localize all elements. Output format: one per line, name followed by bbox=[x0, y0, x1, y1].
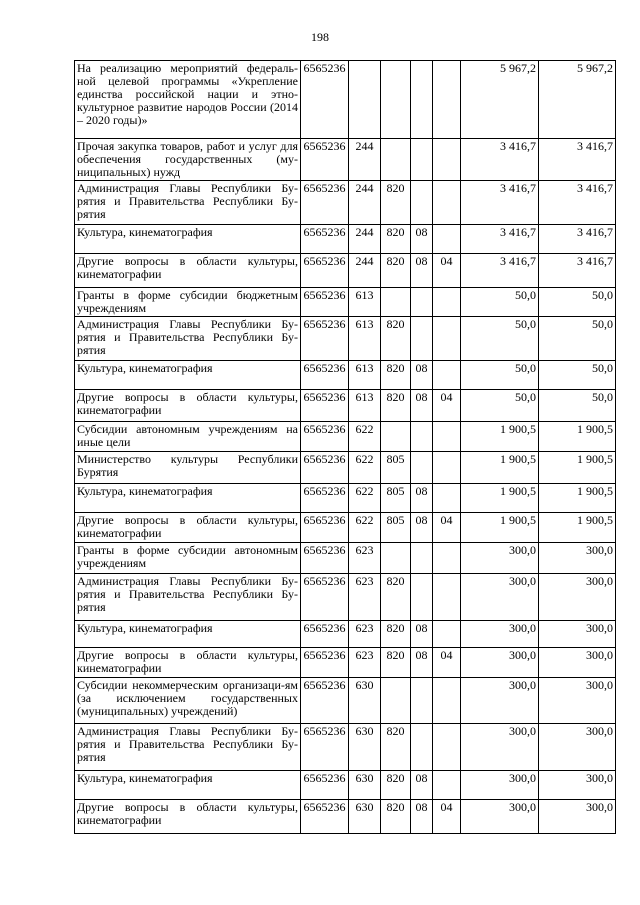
table-row bbox=[75, 724, 616, 771]
row-amount-1-cell: 50,0 bbox=[461, 317, 539, 361]
row-ministry-cell: 820 bbox=[381, 800, 411, 834]
row-ministry-cell bbox=[381, 543, 411, 574]
row-amount-1-cell: 300,0 bbox=[461, 621, 539, 648]
row-section-cell: 08 bbox=[411, 390, 433, 422]
row-amount-2-cell: 300,0 bbox=[539, 621, 616, 648]
row-section-cell bbox=[411, 317, 433, 361]
row-section-cell: 08 bbox=[411, 771, 433, 800]
row-section-cell: 08 bbox=[411, 484, 433, 513]
row-amount-2-cell: 50,0 bbox=[539, 361, 616, 390]
table-row bbox=[75, 61, 616, 139]
row-expense-type-cell: 630 bbox=[349, 800, 381, 834]
table-row bbox=[75, 484, 616, 513]
row-amount-2-cell: 50,0 bbox=[539, 390, 616, 422]
row-name-cell: На реализацию мероприятий федераль-ной целевой программы «Укрепление единства российской нации и этно-культурное развитие народов России (2014 – 2020 годы)» bbox=[75, 61, 301, 139]
row-ministry-cell bbox=[381, 678, 411, 724]
row-code-cell: 6565236 bbox=[301, 648, 349, 678]
row-subsection-cell bbox=[433, 422, 461, 452]
row-expense-type-cell: 244 bbox=[349, 254, 381, 288]
row-expense-type-cell: 622 bbox=[349, 484, 381, 513]
row-expense-type-cell: 613 bbox=[349, 390, 381, 422]
row-amount-1-cell: 300,0 bbox=[461, 574, 539, 621]
budget-table-body bbox=[75, 61, 616, 834]
row-amount-2-cell: 300,0 bbox=[539, 678, 616, 724]
row-section-cell bbox=[411, 288, 433, 317]
row-expense-type-cell: 630 bbox=[349, 724, 381, 771]
row-ministry-cell: 820 bbox=[381, 254, 411, 288]
row-amount-1-cell: 1 900,5 bbox=[461, 422, 539, 452]
row-code-cell: 6565236 bbox=[301, 288, 349, 317]
row-subsection-cell bbox=[433, 139, 461, 181]
row-expense-type-cell bbox=[349, 61, 381, 139]
row-name-cell: Культура, кинематография bbox=[75, 484, 301, 513]
row-name-cell: Министерство культуры Республики Бурятия bbox=[75, 452, 301, 484]
row-name-cell: Другие вопросы в области культуры, кинематографии bbox=[75, 648, 301, 678]
row-name-cell: Гранты в форме субсидии автономным учреждениям bbox=[75, 543, 301, 574]
row-name-cell: Другие вопросы в области культуры, кинематографии bbox=[75, 800, 301, 834]
row-subsection-cell bbox=[433, 574, 461, 621]
row-subsection-cell bbox=[433, 225, 461, 254]
row-subsection-cell: 04 bbox=[433, 390, 461, 422]
row-section-cell bbox=[411, 61, 433, 139]
row-ministry-cell bbox=[381, 61, 411, 139]
row-amount-1-cell: 300,0 bbox=[461, 800, 539, 834]
row-amount-2-cell: 1 900,5 bbox=[539, 422, 616, 452]
row-subsection-cell bbox=[433, 724, 461, 771]
row-section-cell bbox=[411, 422, 433, 452]
row-expense-type-cell: 630 bbox=[349, 771, 381, 800]
row-section-cell: 08 bbox=[411, 361, 433, 390]
row-name-cell: Прочая закупка товаров, работ и услуг для обеспечения государственных (му-ниципальных) нужд bbox=[75, 139, 301, 181]
page-number: 198 bbox=[311, 30, 329, 44]
row-name-cell: Другие вопросы в области культуры, кинематографии bbox=[75, 513, 301, 543]
row-amount-2-cell: 5 967,2 bbox=[539, 61, 616, 139]
row-amount-2-cell: 300,0 bbox=[539, 724, 616, 771]
row-name-cell: Субсидии автономным учреждениям на иные цели bbox=[75, 422, 301, 452]
row-subsection-cell: 04 bbox=[433, 513, 461, 543]
row-expense-type-cell: 623 bbox=[349, 621, 381, 648]
table-row bbox=[75, 574, 616, 621]
row-ministry-cell: 805 bbox=[381, 452, 411, 484]
row-amount-2-cell: 3 416,7 bbox=[539, 225, 616, 254]
row-section-cell: 08 bbox=[411, 621, 433, 648]
row-subsection-cell bbox=[433, 543, 461, 574]
row-amount-2-cell: 3 416,7 bbox=[539, 139, 616, 181]
row-code-cell: 6565236 bbox=[301, 724, 349, 771]
row-ministry-cell: 820 bbox=[381, 225, 411, 254]
row-code-cell: 6565236 bbox=[301, 543, 349, 574]
row-code-cell: 6565236 bbox=[301, 317, 349, 361]
row-code-cell: 6565236 bbox=[301, 139, 349, 181]
row-code-cell: 6565236 bbox=[301, 254, 349, 288]
row-amount-1-cell: 300,0 bbox=[461, 543, 539, 574]
row-amount-1-cell: 1 900,5 bbox=[461, 513, 539, 543]
row-code-cell: 6565236 bbox=[301, 422, 349, 452]
row-code-cell: 6565236 bbox=[301, 181, 349, 225]
row-expense-type-cell: 623 bbox=[349, 574, 381, 621]
row-name-cell: Субсидии некоммерческим организаци-ям (за исключением государственных (муниципальных) учреждений) bbox=[75, 678, 301, 724]
row-expense-type-cell: 623 bbox=[349, 648, 381, 678]
row-subsection-cell bbox=[433, 771, 461, 800]
table-row bbox=[75, 254, 616, 288]
row-amount-2-cell: 50,0 bbox=[539, 317, 616, 361]
row-amount-1-cell: 300,0 bbox=[461, 678, 539, 724]
row-section-cell: 08 bbox=[411, 800, 433, 834]
row-name-cell: Культура, кинематография bbox=[75, 361, 301, 390]
row-name-cell: Администрация Главы Республики Бу-рятия и Правительства Республики Бу-рятия bbox=[75, 181, 301, 225]
table-row bbox=[75, 317, 616, 361]
row-ministry-cell bbox=[381, 139, 411, 181]
table-row bbox=[75, 288, 616, 317]
row-section-cell bbox=[411, 139, 433, 181]
row-subsection-cell: 04 bbox=[433, 800, 461, 834]
row-amount-2-cell: 50,0 bbox=[539, 288, 616, 317]
row-amount-2-cell: 1 900,5 bbox=[539, 452, 616, 484]
row-amount-2-cell: 1 900,5 bbox=[539, 513, 616, 543]
row-name-cell: Культура, кинематография bbox=[75, 225, 301, 254]
row-expense-type-cell: 244 bbox=[349, 225, 381, 254]
row-code-cell: 6565236 bbox=[301, 484, 349, 513]
row-amount-2-cell: 1 900,5 bbox=[539, 484, 616, 513]
row-amount-1-cell: 50,0 bbox=[461, 390, 539, 422]
row-amount-2-cell: 300,0 bbox=[539, 771, 616, 800]
row-subsection-cell bbox=[433, 621, 461, 648]
table-row bbox=[75, 771, 616, 800]
row-name-cell: Другие вопросы в области культуры, кинематографии bbox=[75, 390, 301, 422]
row-section-cell: 08 bbox=[411, 254, 433, 288]
row-name-cell: Другие вопросы в области культуры, кинематографии bbox=[75, 254, 301, 288]
row-code-cell: 6565236 bbox=[301, 225, 349, 254]
row-subsection-cell bbox=[433, 452, 461, 484]
row-amount-1-cell: 3 416,7 bbox=[461, 225, 539, 254]
row-amount-1-cell: 1 900,5 bbox=[461, 484, 539, 513]
row-subsection-cell: 04 bbox=[433, 254, 461, 288]
row-amount-1-cell: 5 967,2 bbox=[461, 61, 539, 139]
row-expense-type-cell: 623 bbox=[349, 543, 381, 574]
row-name-cell: Администрация Главы Республики Бу-рятия и Правительства Республики Бу-рятия bbox=[75, 724, 301, 771]
table-row bbox=[75, 800, 616, 834]
row-ministry-cell: 805 bbox=[381, 484, 411, 513]
row-ministry-cell: 820 bbox=[381, 648, 411, 678]
row-code-cell: 6565236 bbox=[301, 800, 349, 834]
table-row bbox=[75, 621, 616, 648]
row-amount-1-cell: 300,0 bbox=[461, 648, 539, 678]
row-ministry-cell: 820 bbox=[381, 771, 411, 800]
table-row bbox=[75, 361, 616, 390]
row-expense-type-cell: 630 bbox=[349, 678, 381, 724]
table-row bbox=[75, 543, 616, 574]
row-ministry-cell: 820 bbox=[381, 317, 411, 361]
row-ministry-cell: 820 bbox=[381, 361, 411, 390]
row-subsection-cell bbox=[433, 317, 461, 361]
row-amount-2-cell: 300,0 bbox=[539, 543, 616, 574]
row-amount-1-cell: 3 416,7 bbox=[461, 181, 539, 225]
row-amount-1-cell: 3 416,7 bbox=[461, 254, 539, 288]
row-amount-1-cell: 50,0 bbox=[461, 288, 539, 317]
row-amount-1-cell: 50,0 bbox=[461, 361, 539, 390]
row-code-cell: 6565236 bbox=[301, 513, 349, 543]
row-code-cell: 6565236 bbox=[301, 361, 349, 390]
row-subsection-cell bbox=[433, 678, 461, 724]
table-row bbox=[75, 648, 616, 678]
row-code-cell: 6565236 bbox=[301, 574, 349, 621]
row-expense-type-cell: 622 bbox=[349, 513, 381, 543]
row-amount-1-cell: 300,0 bbox=[461, 771, 539, 800]
table-row bbox=[75, 225, 616, 254]
row-ministry-cell bbox=[381, 422, 411, 452]
row-amount-2-cell: 300,0 bbox=[539, 648, 616, 678]
table-row bbox=[75, 181, 616, 225]
row-expense-type-cell: 613 bbox=[349, 288, 381, 317]
row-expense-type-cell: 244 bbox=[349, 139, 381, 181]
row-name-cell: Администрация Главы Республики Бу-рятия и Правительства Республики Бу-рятия bbox=[75, 574, 301, 621]
table-row bbox=[75, 422, 616, 452]
row-code-cell: 6565236 bbox=[301, 452, 349, 484]
row-expense-type-cell: 622 bbox=[349, 452, 381, 484]
row-expense-type-cell: 622 bbox=[349, 422, 381, 452]
row-ministry-cell: 820 bbox=[381, 724, 411, 771]
row-ministry-cell: 820 bbox=[381, 390, 411, 422]
row-code-cell: 6565236 bbox=[301, 390, 349, 422]
row-subsection-cell: 04 bbox=[433, 648, 461, 678]
row-code-cell: 6565236 bbox=[301, 771, 349, 800]
row-code-cell: 6565236 bbox=[301, 621, 349, 648]
table-row bbox=[75, 513, 616, 543]
budget-table bbox=[74, 60, 616, 834]
row-section-cell bbox=[411, 574, 433, 621]
row-amount-1-cell: 1 900,5 bbox=[461, 452, 539, 484]
row-name-cell: Администрация Главы Республики Бу-рятия и Правительства Республики Бу-рятия bbox=[75, 317, 301, 361]
row-ministry-cell: 820 bbox=[381, 574, 411, 621]
row-subsection-cell bbox=[433, 61, 461, 139]
row-subsection-cell bbox=[433, 361, 461, 390]
row-name-cell: Культура, кинематография bbox=[75, 771, 301, 800]
row-section-cell bbox=[411, 724, 433, 771]
row-amount-2-cell: 3 416,7 bbox=[539, 181, 616, 225]
row-ministry-cell: 820 bbox=[381, 621, 411, 648]
row-section-cell bbox=[411, 181, 433, 225]
row-expense-type-cell: 613 bbox=[349, 317, 381, 361]
row-expense-type-cell: 613 bbox=[349, 361, 381, 390]
row-section-cell: 08 bbox=[411, 648, 433, 678]
row-name-cell: Гранты в форме субсидии бюджетным учреждениям bbox=[75, 288, 301, 317]
table-row bbox=[75, 139, 616, 181]
table-row bbox=[75, 390, 616, 422]
table-row bbox=[75, 678, 616, 724]
row-amount-1-cell: 300,0 bbox=[461, 724, 539, 771]
row-section-cell bbox=[411, 452, 433, 484]
row-expense-type-cell: 244 bbox=[349, 181, 381, 225]
row-amount-2-cell: 3 416,7 bbox=[539, 254, 616, 288]
row-section-cell: 08 bbox=[411, 513, 433, 543]
row-ministry-cell bbox=[381, 288, 411, 317]
row-amount-2-cell: 300,0 bbox=[539, 574, 616, 621]
row-ministry-cell: 805 bbox=[381, 513, 411, 543]
row-ministry-cell: 820 bbox=[381, 181, 411, 225]
row-section-cell bbox=[411, 543, 433, 574]
row-subsection-cell bbox=[433, 181, 461, 225]
row-subsection-cell bbox=[433, 288, 461, 317]
row-section-cell: 08 bbox=[411, 225, 433, 254]
row-code-cell: 6565236 bbox=[301, 678, 349, 724]
row-amount-1-cell: 3 416,7 bbox=[461, 139, 539, 181]
row-subsection-cell bbox=[433, 484, 461, 513]
row-code-cell: 6565236 bbox=[301, 61, 349, 139]
row-name-cell: Культура, кинематография bbox=[75, 621, 301, 648]
row-section-cell bbox=[411, 678, 433, 724]
table-row bbox=[75, 452, 616, 484]
row-amount-2-cell: 300,0 bbox=[539, 800, 616, 834]
